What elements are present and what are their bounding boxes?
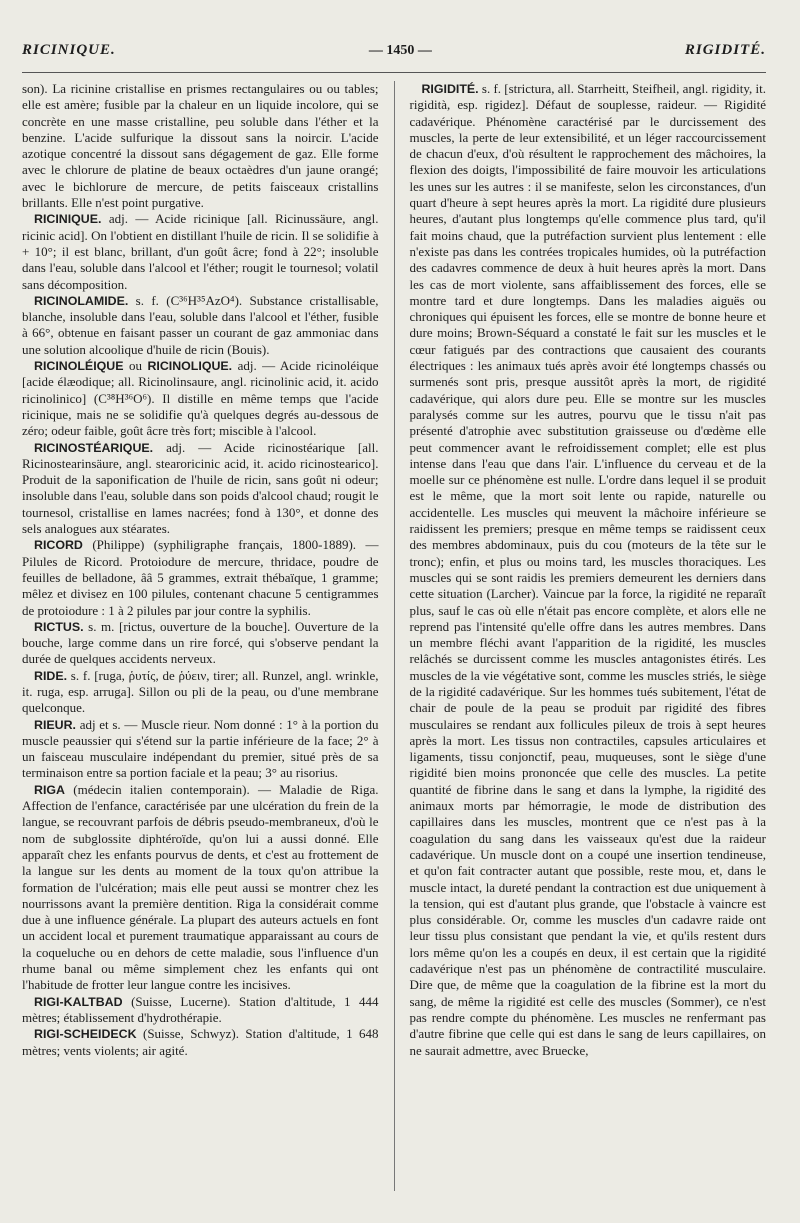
- headword: RICTUS.: [34, 619, 84, 634]
- entry-text: son). La ricinine cristallise en prismes rectangulaires ou ou tables; elle est amère; fusible par la chaleur en un liquide incolore, qui se concrète en une masse cristalline, peu soluble dans l'éther et la benzine. L'acide sulfurique la dissout sans la noircir. L'acide azotique concentré la dissout sans dégagement de gaz. Elle forme avec le chlorure de platine de beaux octaèdres d'un jaune orangé; avec le bichlorure de mercure, de petits faisceaux cristallins brillants. Elle n'est point purgative.: [22, 81, 379, 211]
- headword: RIGIDITÉ.: [421, 82, 479, 96]
- headword-alt: RICINOLIQUE.: [147, 359, 233, 374]
- entry-ricinoleique: [22, 358, 379, 439]
- headword: RIDE.: [34, 668, 68, 683]
- entry-ride: [22, 668, 379, 717]
- entry-text: s. f. [strictura, all. Starrheitt, Steifheil, angl. rigidity, it. rigidità, esp. rigidez]. Défaut de souplesse, raideur. — Rigidité cadavérique. Phénomène caractérisé par le durcissement des muscles, la perte de leur extensibilité, et un léger raccourcissement de chacun d'eux, d'où résultent le rapprochement des mâchoires, la flexion des doigts, l'impossibilité de faire mouvoir les articulations les unes sur les autres : il se manifeste, selon les circonstances, d'un quart d'heure à sept heures après la mort. La rigidité dure plusieurs heures, d'autant plus longtemps qu'elle commence plus tard, qu'il fait moins chaud, que la putréfaction survient plus lentement : elle n'existe pas dans les contrées tropicales humides, où la putréfaction des cadavres commence de deux à huit heures après la mort. Dans les cas de mort violente, sans affaiblissement des forces, elle se montre tard et dure longtemps. Dans les maladies aiguës ou chroniques qui épuisent les forces, elle se montre de bonne heure et dure moins; Brown-Séquard a constaté le fait sur les muscles et le cœur fatigués par des contractions que causaient des courants électriques : les animaux tués après avoir été longtemps chassés ou surmenés sont pris, presque aussitôt après la mort, de rigidité cadavérique, qui alors dure peu. Elle se montre sur les muscles paralysés comme sur les autres, pourvu que le tissu n'ait pas présenté d'atrophie avec substitution graisseuse ou d'œdème elle peut commencer avant le refroidissement complet; elle est plus intense dans l'eau que dans l'air. L'influence du cerveau et de la moelle sur ce phénomène est nulle. L'ordre dans lequel il se produit est le même, que la mort soit lente ou rapide, naturelle ou accidentelle. Les muscles qui meuvent la mâchoire inférieure se raidissent les premiers; presque en même temps se raidissent ceux des membres abdominaux, puis du cou (moteurs de la tête sur le tronc); enfin, et plus ou moins tard, les muscles thoraciques. Les muscles qui se sont raidis les premiers demeurent les derniers dans cette situation (Larcher). Vaincue par la force, la rigidité ne reparaît plus, sauf le cas où elle n'était pas encore complète, et alors elle ne reprend pas l'intensité qu'elle offre dans les autres membres. Dans un membre fléchi avant l'apparition de la rigidité, les muscles relâchés se durcissent comme les muscles antagonistes étirés. Les muscles de la vie végétative sont, comme les muscles striés, le siège de la rigidité cadavérique. Sur les hommes tués subitement, l'état de chair de poule de la peau se produit par rigidité des fibres musculaires se rendant aux follicules pileux de trois à sept heures après la mort. Les tissus non contractiles, capsules articulaires et ligaments, tissu conjonctif, peau, muqueuses, sont le siège d'une rigidité bien moins prononcée que celle des muscles. La petite quantité de fibrine dans le sang et dans la lymphe, la rigidité des animaux morts par hémorragie, le mode de distribution des capillaires dans les muscles, montrent que ce n'est pas à la coagulation du sang dans les vaisseaux qu'est due la raideur cadavérique. Un muscle dont on a coupé une insertion tendineuse, et qu'on fait contracter autant que possible, reste mou, et, dans le muscle intact, la dureté pendant la contraction est due uniquement à la tension, qui est d'autant plus grande, que l'obstacle à vaincre est plus considérable. Or, comme les muscles d'un cadavre raide ont leur tissu plus consistant que pendant la vie, et qu'ils restent durs lors même qu'on les a coupés en deux, il est certain que la rigidité cadavérique n'est pas un phénomène de contractilité musculaire. Dire que, de même que la coagulation de la fibrine est la mort du sang, de même la rigidité est celle des muscles (Sommer), ce n'est pas rendre compte du phénomène. Les muscles ne renfermant pas d'autre fibrine que celle qui est dans le sang de leurs capillaires, on ne saurait admettre, avec Bruecke,: [409, 81, 766, 1058]
- entry-ricinostearique: [22, 440, 379, 538]
- entry-text: adj. — Acide ricinique [all. Ricinussäure, angl. ricinic acid]. On l'obtient en distillant l'huile de ricin. Il se solidifie à + 10°; il est blanc, brillant, d'un goût âcre; fond à 22°; insoluble dans l'eau, soluble dans l'alcool et l'éther; rougit le tournesol; volatil sans décomposition.: [22, 211, 379, 292]
- headword: RICINIQUE.: [34, 212, 102, 227]
- entry-ricinique: [22, 211, 379, 292]
- page-number: — 1450 —: [368, 43, 432, 58]
- entry-rigidite: [409, 81, 766, 1059]
- left-running-head: RICINIQUE.: [22, 42, 116, 58]
- entry-rictus: [22, 619, 379, 668]
- entry-text: adj. — Acide ricinostéarique [all. Ricinostearinsäure, angl. stearoricinic acid, it. acido ricinostearico]. Produit de la saponification de l'huile de ricin, sans goût ni odeur; insoluble dans l'eau, soluble dans son poids d'alcool chaud; rougit le tournesol, cristallise en lames nacrées; fond à 130°, et donne des sels analogues aux stéarates.: [22, 439, 379, 537]
- entry-rigi-kaltbad: [22, 994, 379, 1027]
- running-header: [22, 42, 766, 73]
- entry-rigi-scheideck: [22, 1026, 379, 1059]
- headword: RICINOLAMIDE.: [34, 293, 129, 308]
- entry-text: (Philippe) (syphiligraphe français, 1800-1889). — Pilules de Ricord. Protoiodure de mercure, thridace, poudre de feuilles de belladone, ââ 5 grammes, extrait thébaïque, 1 gramme; mêlez et divisez en 100 pilules, contenant chacune 5 centigrammes de protoiodure : 1 à 2 pilules par jour contre la syphilis.: [22, 537, 379, 618]
- left-column: [22, 81, 379, 1191]
- headword: RICORD: [34, 538, 83, 553]
- entry-text: adj. — Acide ricinoléique [acide élæodique; all. Ricinolinsaure, angl. ricinolinic acid, it. acido ricinolinico] (C³⁸H³⁶O⁶). Il distille en même temps que l'acide ricinique, mais ne se solidifie qu'à quelques degrés au-dessous de zéro; odeur faible, goût âcre très fort; miscible à l'alcool.: [22, 358, 379, 439]
- entry-ricinolamide: [22, 293, 379, 358]
- entry-ricord: [22, 537, 379, 618]
- right-column: [409, 81, 766, 1191]
- headword-separator: ou: [123, 358, 148, 374]
- entry-text: (Suisse, Lucerne). Station d'altitude, 1 444 mètres; établissement d'hydrothérapie.: [22, 993, 379, 1025]
- entry-text: adj et s. — Muscle rieur. Nom donné : 1° à la portion du muscle peaussier qui s'étend sur la partie inférieure de la face; 2° à un faisceau musculaire indépendant du premier, situé près de sa terminaison entre sa portion faciale et la peau; 3° au risorius.: [22, 716, 379, 781]
- entry-continuation: [22, 81, 379, 211]
- entry-text: (médecin italien contemporain). — Maladie de Riga. Affection de l'enfance, caractérisée par une ulcération du frein de la langue, se recouvrant parfois de débris pseudo-membraneux, d'où le nom de subglossite diphtéroïde, qu'on lui a aussi donné. Elle apparaît chez les enfants pourvus de dents, et c'est au frottement de la langue sur les dents au moment de la toux qu'on attribue la formation de l'ulcération; mais elle peut aussi se montrer chez les nourrissons avant la première dentition. Riga la considérait comme due à une influence générale. La plupart des auteurs actuels en font un accident local et purement traumatique apparaissant au cours de la coqueluche ou en dehors de cette maladie, sous l'influence d'un rhume banal ou même simplement chez les enfants qui ont l'habitude de frotter leur langue contre les incisives.: [22, 781, 379, 993]
- entry-text: s. f. [ruga, ῥυτίς, de ῥύειν, tirer; all. Runzel, angl. wrinkle, it. ruga, esp. arruga]. Sillon ou pli de la peau, ou d'une membrane quelconque.: [22, 667, 379, 716]
- headword: RICINOSTÉARIQUE.: [34, 440, 154, 455]
- entry-text: s. m. [rictus, ouverture de la bouche]. Ouverture de la bouche, large comme dans un rire forcé, qui s'observe pendant la durée de quelques accidents nerveux.: [22, 618, 379, 667]
- entry-text: (Suisse, Schwyz). Station d'altitude, 1 648 mètres; vents violents; air agité.: [22, 1026, 379, 1058]
- entry-text: s. f. (C³⁶H³⁵AzO⁴). Substance cristallisable, blanche, insoluble dans l'eau, soluble dans l'alcool et l'éther, fusible à 66°, obtenue en faisant passer un courant de gaz ammoniac dans une solution alcoolique d'huile de ricin (Bouis).: [22, 292, 379, 357]
- column-divider: [394, 81, 395, 1191]
- headword: RIEUR.: [34, 717, 76, 732]
- headword: RIGA: [34, 782, 65, 797]
- right-running-head: RIGIDITÉ.: [684, 42, 766, 58]
- entry-rieur: [22, 717, 379, 782]
- headword: RIGI-SCHEIDECK: [34, 1027, 137, 1042]
- headword: RICINOLÉIQUE: [34, 359, 124, 374]
- entry-riga: [22, 782, 379, 994]
- headword: RIGI-KALTBAD: [34, 994, 123, 1009]
